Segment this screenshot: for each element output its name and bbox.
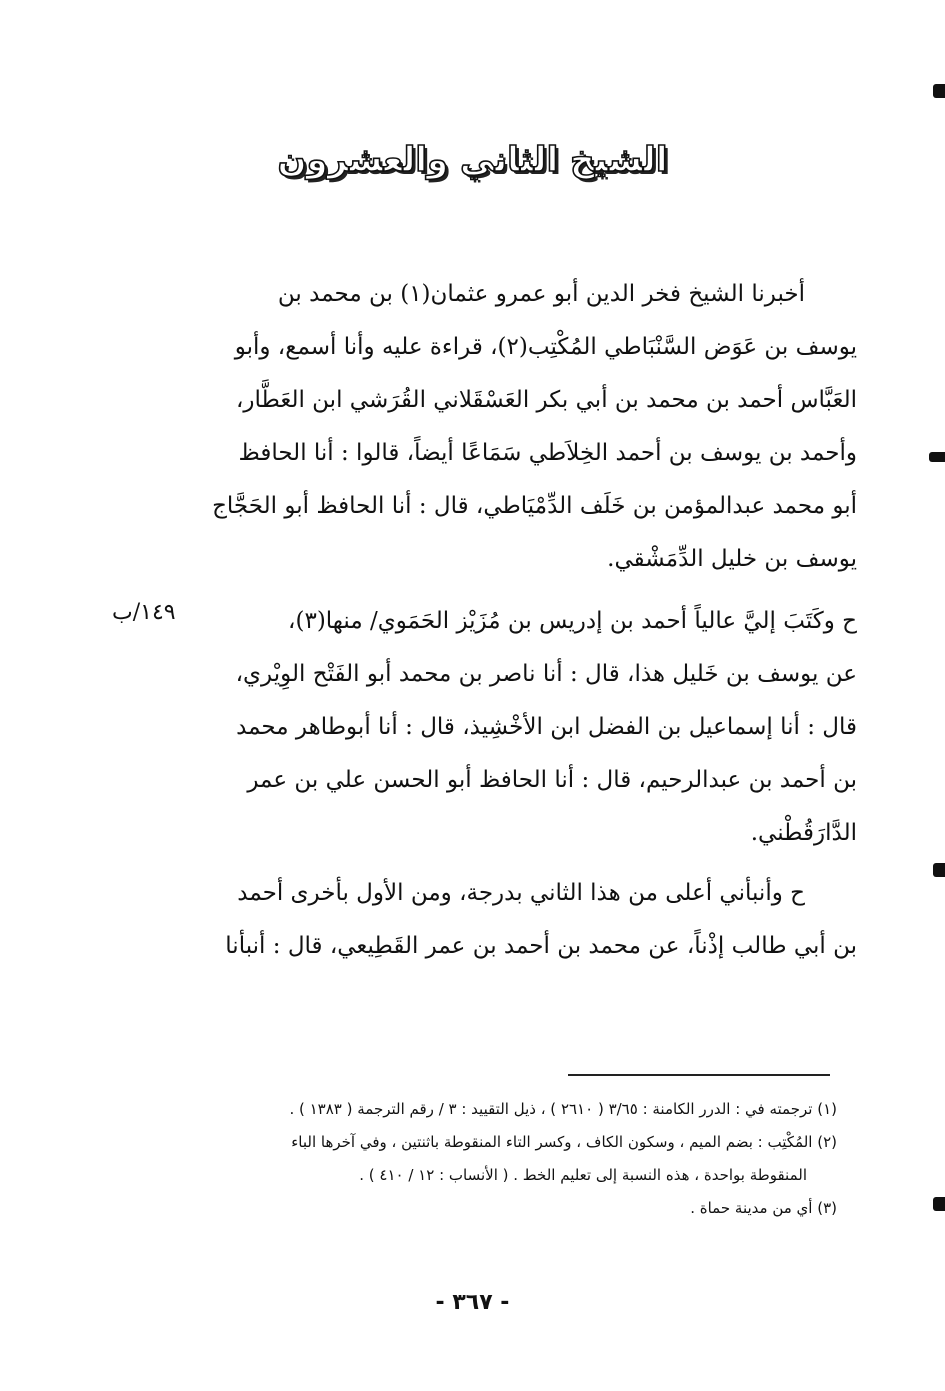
text-line: العَبَّاس أحمد بن محمد بن أبي بكر العَسْقَلاني القُرَشي ابن العَطَّار، [235, 387, 857, 413]
footnote-divider [568, 1074, 830, 1076]
footnote-line: المنقوطة بواحدة ، هذه النسبة إلى تعليم الخط . ( الأنساب : ١٢ / ٤١٠ ) . [359, 1166, 807, 1184]
section-title: الشيخ الثاني والعشرون [277, 140, 668, 180]
scan-edge-mark [929, 452, 945, 462]
text-line: بن أبي طالب إذْناً، عن محمد بن أحمد بن عمر القَطِيعي، قال : أنبأنا [225, 933, 857, 959]
scan-edge-mark [933, 1197, 945, 1211]
footnote-line: (٣) أي من مدينة حماة . [690, 1199, 837, 1217]
paragraph-2 [187, 595, 857, 860]
paragraph-3 [187, 867, 857, 973]
text-line: أخبرنا الشيخ فخر الدين أبو عمرو عثمان(١) بن محمد بن [277, 281, 805, 307]
scan-edge-mark [933, 84, 945, 98]
text-line: الدَّارَقُطْني. [750, 820, 857, 846]
manuscript-folio-note: ١٤٩/ب [112, 600, 176, 625]
text-line: بن أحمد بن عبدالرحيم، قال : أنا الحافظ أبو الحسن علي بن عمر [247, 767, 857, 793]
text-line: عن يوسف بن خَليل هذا، قال : أنا ناصر بن محمد أبو الفَتْح الوِيْري، [235, 661, 857, 687]
text-line: ح وأنبأني أعلى من هذا الثاني بدرجة، ومن الأول بأخرى أحمد [237, 880, 805, 906]
footnotes [147, 1093, 837, 1225]
text-line: قال : أنا إسماعيل بن الفضل ابن الأخْشِيذ، قال : أنا أبوطاهر محمد [236, 714, 857, 740]
footnote-line: (١) ترجمته في : الدرر الكامنة : ٣/٦٥ ( ٢٦١٠ ) ، ذيل التقييد : ٣ / رقم الترجمة ( ١٣٨٣ ) . [289, 1100, 837, 1118]
text-line: يوسف بن عَوَض السَّنْبَاطي المُكْتِب(٢)، قراءة عليه وأنا أسمع، وأبو [234, 334, 857, 360]
text-line: وأحمد بن يوسف بن أحمد الخِلاَطي سَمَاعًا أيضاً، قالوا : أنا الحافظ [238, 440, 857, 466]
scan-edge-mark [933, 863, 945, 877]
text-line: يوسف بن خليل الدِّمَشْقي. [607, 546, 857, 572]
footnote-line: (٢) المُكْتِب : بضم الميم ، وسكون الكاف ، وكسر التاء المنقوطة باثنتين ، وفي آخرها الباء [291, 1133, 837, 1151]
text-line: أبو محمد عبدالمؤمن بن خَلَف الدِّمْيَاطي، قال : أنا الحافظ أبو الحَجَّاج [212, 493, 857, 519]
paragraph-1 [187, 268, 857, 586]
text-line: ح وكَتَبَ إليَّ عالياً أحمد بن إدريس بن مُزَيْز الحَمَوي/ منها(٣)، [288, 608, 857, 634]
page-number: - ٣٦٧ - [435, 1290, 510, 1315]
